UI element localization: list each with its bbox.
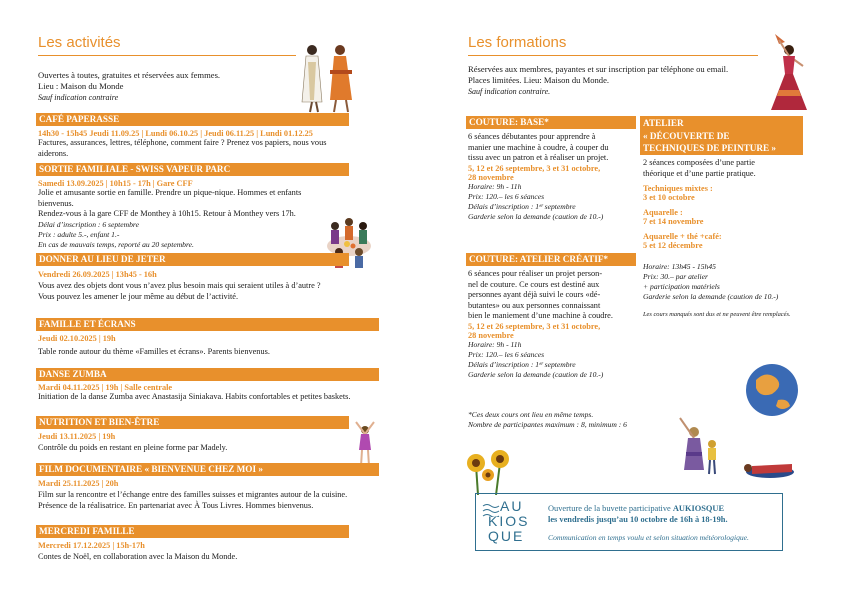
- section-italic: Horaire: 9h - 11h: [468, 339, 522, 349]
- atelier-header-line: TECHNIQUES DE PEINTURE »: [643, 143, 776, 153]
- section-dates: Jeudi 02.10.2025 | 19h: [38, 334, 116, 343]
- aukiosque-line: Ouverture de la buvette participative: [548, 504, 673, 513]
- section-text: personnes ayant déjà suivi le cours «dé-: [468, 290, 601, 300]
- footnote: Nombre de participantes maximum : 8, minimum : 6: [468, 420, 627, 429]
- section-header-donner: DONNER AU LIEU DE JETER: [36, 253, 349, 266]
- section-text: bien le maniement d’une machine à coudre.: [468, 311, 613, 321]
- section-italic: Garderie selon la demande (caution de 10.-): [468, 211, 604, 221]
- section-text: tissu avec un patron et à réaliser un projet.: [468, 153, 609, 163]
- section-danse-zumba: [38, 383, 368, 403]
- section-cafe-paperasse: [38, 129, 348, 159]
- section-header-mercredi-famille: MERCREDI FAMILLE: [36, 525, 349, 538]
- section-italic: Délais d’inscription : 1ᵉʳ septembre: [468, 201, 576, 211]
- section-italic: Prix : adulte 5.-, enfant 1.-: [38, 229, 120, 239]
- footnote: *Ces deux cours ont lieu en même temps.: [468, 410, 594, 419]
- title-rule: [468, 55, 758, 56]
- activites-intro: [38, 70, 220, 103]
- section-donner: [38, 270, 348, 302]
- logo-line: KIOS: [488, 513, 530, 529]
- section-header-couture-creatif: COUTURE: ATELIER CRÉATIF*: [466, 253, 636, 266]
- aukiosque-box: [475, 493, 783, 551]
- section-atelier-peinture: [643, 158, 808, 320]
- section-text: 6 séances débutantes pour apprendre à: [468, 132, 596, 141]
- section-header-couture-base: COUTURE: BASE*: [466, 116, 636, 129]
- section-italic: Garderie selon la demande (caution de 10.-): [468, 369, 604, 379]
- logo-line: QUE: [488, 528, 525, 544]
- technique-dates: 3 et 10 octobre: [643, 193, 695, 203]
- section-text: nel de couture. Ce cours est destiné aux: [468, 279, 600, 289]
- section-dates: Mardi 25.11.2025 | 20h: [38, 479, 119, 488]
- aukiosque-name: AUKIOSQUE: [672, 504, 725, 513]
- section-text: Vous avez des objets dont vous n’avez plus besoin mais qui seraient utiles à d’autre ?: [38, 281, 321, 290]
- section-text: 2 séances composées d’une partie: [643, 158, 755, 167]
- technique-dates: 5 et 12 décembre: [643, 241, 703, 251]
- intro-note: Sauf indication contraire.: [468, 87, 551, 96]
- section-italic: Prix: 120.– les 6 séances: [468, 191, 545, 201]
- section-italic: Délai d’inscription : 6 septembre: [38, 219, 139, 229]
- section-text: Contes de Noël, en collaboration avec la Maison du Monde.: [38, 552, 238, 561]
- section-header-famille-ecrans: FAMILLE ET ÉCRANS: [36, 318, 379, 331]
- formations-title: Les formations: [468, 34, 567, 51]
- activites-title: Les activités: [38, 34, 121, 51]
- section-text: Rendez-vous à la gare CFF de Monthey à 10h15. Retour à Monthey vers 17h.: [38, 209, 296, 219]
- section-sortie-familiale: [38, 179, 338, 250]
- section-italic: Horaire: 9h - 11h: [468, 181, 522, 191]
- section-header-film: FILM DOCUMENTAIRE « BIENVENUE CHEZ MOI »: [36, 463, 379, 476]
- section-italic: Horaire: 13h45 - 15h45: [643, 262, 716, 272]
- section-text: Vous pouvez les amener le jour même au début de l’activité.: [38, 291, 239, 301]
- section-text: Factures, assurances, lettres, téléphone, comment faire ? Prenez vos papiers, nous vous aiderons.: [38, 138, 327, 158]
- technique-dates: 7 et 14 novembre: [643, 217, 704, 227]
- section-text: Table ronde autour du thème «Familles et écrans». Parents bienvenus.: [38, 347, 270, 356]
- footnotes: [468, 410, 658, 430]
- section-famille-ecrans: [38, 334, 348, 358]
- section-italic: Garderie selon la demande (caution de 10.-): [643, 292, 779, 302]
- section-dates: 5, 12 et 26 septembre, 3 et 31 octobre,: [468, 321, 601, 331]
- section-dates: 14h30 - 15h45 Jeudi 11.09.25 | Lundi 06.10.25 | Jeudi 06.11.25 | Lundi 01.12.25: [38, 129, 313, 138]
- section-text: manier une machine à coudre, à couper du: [468, 142, 609, 152]
- intro-line: Places limitées. Lieu: Maison du Monde.: [468, 75, 610, 85]
- atelier-header-line: ATELIER: [643, 118, 684, 128]
- section-dates: Mercredi 17.12.2025 | 15h-17h: [38, 541, 145, 550]
- section-dates: Mardi 04.11.2025 | 19h | Salle centrale: [38, 383, 173, 392]
- section-couture-base: [468, 132, 640, 222]
- section-mercredi-famille: [38, 541, 338, 563]
- sunflower-icon: [460, 445, 520, 495]
- family-globe-illustration: [660, 360, 806, 490]
- section-italic: Prix: 120.– les 6 séances: [468, 349, 545, 359]
- section-italic: Délais d’inscription : 1ᵉʳ septembre: [468, 359, 576, 369]
- section-dates: 28 novembre: [468, 172, 514, 182]
- women-illustration: [296, 42, 360, 114]
- section-italic: En cas de mauvais temps, reporté au 20 septembre.: [38, 239, 194, 249]
- section-text: 6 séances pour réaliser un projet person-: [468, 269, 603, 278]
- aukiosque-logo: [480, 497, 542, 547]
- aukiosque-text: [548, 503, 728, 525]
- section-header-danse-zumba: DANSE ZUMBA: [36, 368, 379, 381]
- section-text: butantes» ou aux personnes connaissant: [468, 300, 601, 310]
- formations-intro: [468, 64, 728, 97]
- section-header-sortie-familiale: SORTIE FAMILIALE - SWISS VAPEUR PARC: [36, 163, 349, 176]
- intro-line: Ouvertes à toutes, gratuites et réservées aux femmes.: [38, 70, 221, 80]
- intro-line: Lieu : Maison du Monde: [38, 81, 124, 91]
- atelier-note: Les cours manqués sont dus et ne peuvent être remplacés.: [643, 311, 791, 319]
- atelier-header-line: « DÉCOUVERTE DE: [643, 130, 730, 141]
- aukiosque-note: Communication en temps voulu et selon situation météorologique.: [548, 533, 749, 542]
- section-film: [38, 479, 378, 511]
- section-couture-creatif: [468, 269, 640, 380]
- logo-line: AU: [500, 498, 524, 514]
- section-text: Jolie et amusante sortie en famille. Prendre un pique-nique. Hommes et enfants bienvenus.: [38, 188, 302, 208]
- section-italic: Prix: 30.– par atelier: [643, 272, 708, 282]
- technique-label: Aquarelle + thé +café:: [643, 232, 722, 242]
- section-dates: Jeudi 13.11.2025 | 19h: [38, 432, 116, 441]
- section-dates: 28 novembre: [468, 330, 514, 340]
- section-nutrition: [38, 432, 338, 454]
- technique-label: Aquarelle :: [643, 208, 683, 218]
- section-text: Initiation de la danse Zumba avec Anastasija Siniakava. Habits confortables et petites baskets.: [38, 392, 351, 401]
- section-text: théorique et d’une partie pratique.: [643, 168, 756, 178]
- section-text: Présence de la réalisatrice. En partenariat avec À Tous Livres. Hommes bienvenus.: [38, 500, 314, 510]
- section-text: Film sur la rencontre et l’échange entre des familles suisses et migrantes autour de la cuisine.: [38, 490, 348, 499]
- section-header-atelier-peinture: [640, 116, 803, 155]
- girl-illustration: [352, 420, 378, 468]
- intro-note: Sauf indication contraire: [38, 93, 119, 102]
- section-italic: + participation matériels: [643, 282, 720, 292]
- intro-line: Réservées aux membres, payantes et sur inscription par téléphone ou email.: [468, 64, 729, 74]
- section-text: Contrôle du poids en restant en pleine forme par Madely.: [38, 443, 228, 452]
- section-dates: Vendredi 26.09.2025 | 13h45 - 16h: [38, 270, 157, 279]
- section-dates: 5, 12 et 26 septembre, 3 et 31 octobre,: [468, 163, 601, 173]
- dancer-illustration: [765, 30, 813, 116]
- technique-label: Techniques mixtes :: [643, 184, 713, 194]
- aukiosque-hours: les vendredis jusqu’au 10 octobre de 16h à 18-19h.: [548, 515, 728, 524]
- title-rule: [38, 55, 296, 56]
- section-dates: Samedi 13.09.2025 | 10h15 - 17h | Gare CFF: [38, 179, 193, 188]
- section-header-cafe-paperasse: CAFÉ PAPERASSE: [36, 113, 349, 126]
- section-header-nutrition: NUTRITION ET BIEN-ÊTRE: [36, 416, 349, 429]
